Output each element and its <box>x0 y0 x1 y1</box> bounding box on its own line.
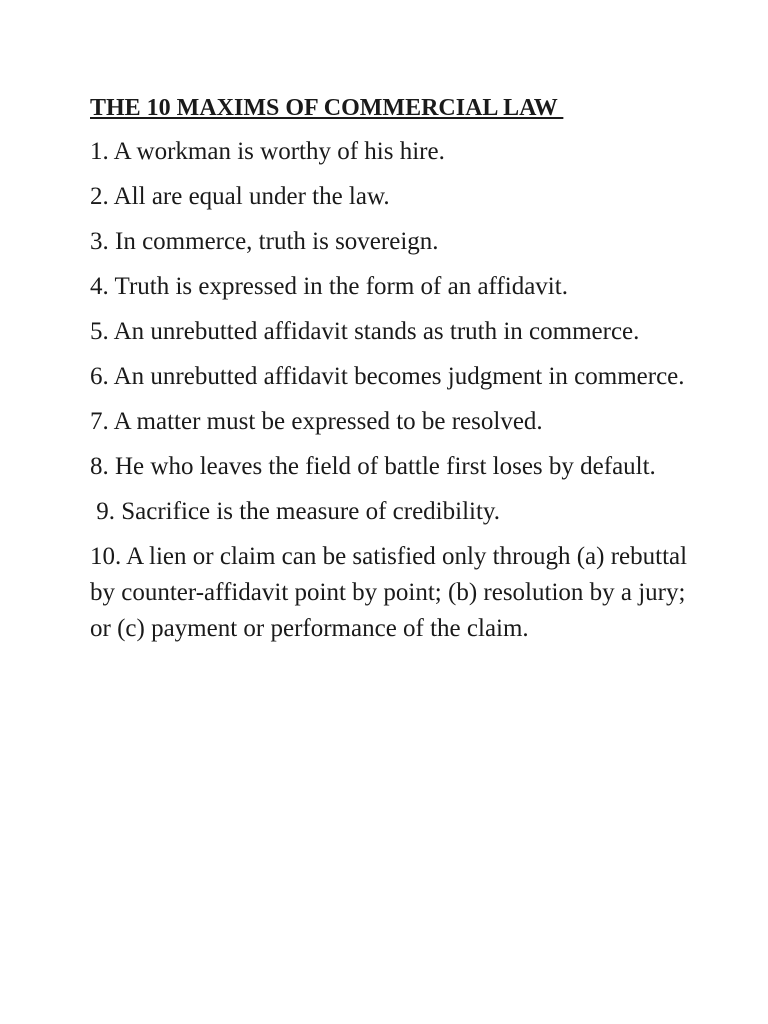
maxim-item: 6. An unrebutted affidavit becomes judgment in commerce. <box>90 363 685 390</box>
document-body <box>90 92 694 656</box>
maxim-item: 4. Truth is expressed in the form of an affidavit. <box>90 273 568 300</box>
maxim-item: 2. All are equal under the law. <box>90 183 390 210</box>
maxim-item: 5. An unrebutted affidavit stands as truth in commerce. <box>90 318 640 345</box>
maxim-item: 7. A matter must be expressed to be resolved. <box>90 408 543 435</box>
document-title: THE 10 MAXIMS OF COMMERCIAL LAW <box>90 95 564 121</box>
maxim-item: 3. In commerce, truth is sovereign. <box>90 228 439 255</box>
maxims-list <box>90 134 694 647</box>
maxim-item: 9. Sacrifice is the measure of credibility. <box>90 498 501 525</box>
maxim-item: 1. A workman is worthy of his hire. <box>90 138 445 165</box>
maxim-item: 8. He who leaves the field of battle first loses by default. <box>90 453 656 480</box>
maxim-item: 10. A lien or claim can be satisfied only through (a) rebuttal by counter-affidavit point by point; (b) resolution by a jury; or (c) payment or performance of the claim. <box>90 543 694 642</box>
